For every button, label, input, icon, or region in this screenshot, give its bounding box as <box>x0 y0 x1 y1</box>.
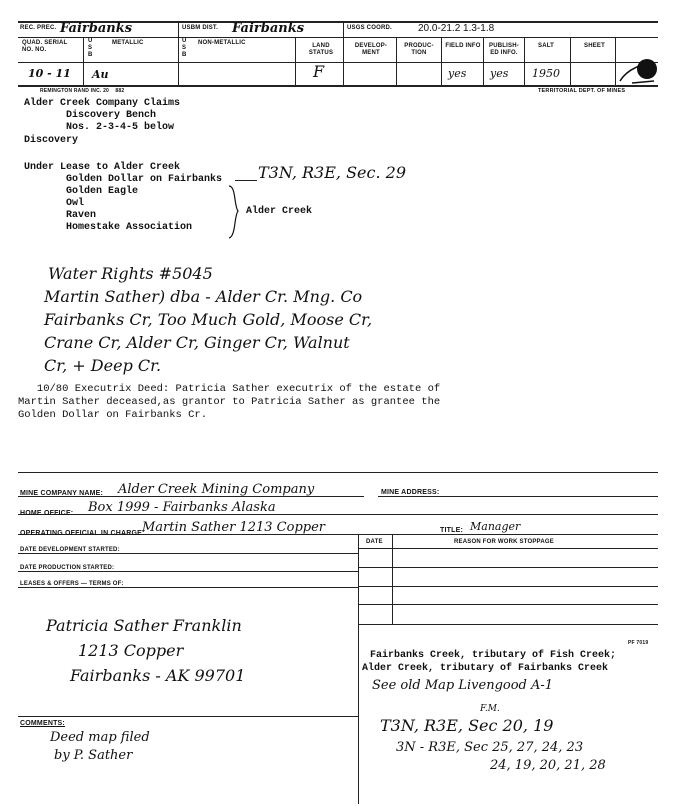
deed-line1: 10/80 Executrix Deed: Patricia Sather executrix of the estate of <box>18 383 441 395</box>
comments-line1: Deed map filed <box>50 730 150 745</box>
home-office-label: HOME OFFICE: <box>20 510 74 517</box>
operating-official-label: OPERATING OFFICIAL IN CHARGE: <box>20 530 145 537</box>
claims-company: Alder Creek Company Claims <box>24 98 181 109</box>
location-fm: F.M. <box>480 704 500 714</box>
reason-col-label: REASON FOR WORK STOPPAGE <box>454 539 554 545</box>
water-rights-line2: Martin Sather) dba - Alder Cr. Mng. Co <box>44 287 363 306</box>
comments-line2: by P. Sather <box>54 748 133 763</box>
mine-company-value: Alder Creek Mining Company <box>118 482 315 497</box>
date-prod-label: DATE PRODUCTION STARTED: <box>20 565 115 571</box>
operating-official-value: Martin Sather 1213 Copper <box>142 520 325 535</box>
date-dev-label: DATE DEVELOPMENT STARTED: <box>20 547 120 553</box>
sheet-label: SHEET <box>584 43 606 49</box>
publish-value: yes <box>490 67 509 80</box>
production-label: PRODUC-TION <box>404 43 434 56</box>
owner-line1: Patricia Sather Franklin <box>46 616 242 635</box>
claims-alder-creek: Alder Creek <box>246 206 313 217</box>
field-info-label: FIELD INFO <box>445 43 481 49</box>
location-line4: T3N, R3E, Sec 20, 19 <box>380 716 554 735</box>
deed-line2: Martin Sather deceased,as grantor to Patricia Sather as grantee the <box>18 396 441 408</box>
rec-prec-label: REC. PREC. <box>20 25 57 31</box>
usgs-coord-label: USGS COORD. <box>347 25 392 31</box>
corner-blot-icon <box>618 55 658 87</box>
mine-company-label: MINE COMPANY NAME: <box>20 490 104 497</box>
date-col-label: DATE <box>366 539 383 545</box>
salt-label: SALT <box>538 43 555 49</box>
owner-line3: Fairbanks - AK 99701 <box>70 666 246 685</box>
mine-address-label: MINE ADDRESS: <box>381 489 440 496</box>
field-info-value: yes <box>448 67 467 80</box>
salt-value: 1950 <box>532 67 560 80</box>
claims-discovery-bench: Discovery Bench <box>66 110 157 121</box>
claims-brace-icon <box>226 184 242 240</box>
claims-handwritten-location: T3N, R3E, Sec. 29 <box>258 163 406 182</box>
water-rights-line1: Water Rights #5045 <box>48 264 213 283</box>
owner-line2: 1213 Copper <box>78 641 184 660</box>
usgs-coord-value: 20.0-21.2 1.3-1.8 <box>418 23 495 34</box>
leases-label: LEASES & OFFERS — TERMS OF: <box>20 581 124 587</box>
home-office-value: Box 1999 - Fairbanks Alaska <box>88 500 276 515</box>
title-value: Manager <box>470 520 521 533</box>
claims-golden-eagle: Golden Eagle <box>66 186 139 197</box>
claims-raven: Raven <box>66 210 97 221</box>
rec-prec-value: Fairbanks <box>60 21 133 36</box>
location-line1: Fairbanks Creek, tributary of Fish Creek; <box>370 650 617 661</box>
land-status-value: F <box>313 62 325 81</box>
develop-label: DEVELOP-MENT <box>354 43 388 56</box>
u-marks: U S B <box>88 38 93 58</box>
location-line5: 3N - R3E, Sec 25, 27, 24, 23 <box>396 740 584 755</box>
metallic-label: METALLIC <box>112 40 144 46</box>
u-marks-2: U S B <box>182 38 187 58</box>
claims-owl: Owl <box>66 198 85 209</box>
claims-discovery: Discovery <box>24 135 79 146</box>
publish-label: PUBLISH-ED INFO. <box>489 43 519 56</box>
usbm-dist-value: Fairbanks <box>232 21 305 36</box>
quad-label: QUAD. SERIAL NO. NO. <box>22 40 68 53</box>
quad-value: 10 - 11 <box>28 67 71 80</box>
territorial-label: TERRITORIAL DEPT. OF MINES <box>538 88 626 94</box>
usbm-dist-label: USBM DIST. <box>182 25 219 31</box>
comments-label: COMMENTS: <box>20 720 65 727</box>
nonmetallic-label: NON-METALLIC <box>198 40 246 46</box>
form-code: PF 7019 <box>628 640 649 646</box>
claims-homestake: Homestake Association <box>66 222 193 233</box>
claims-nos: Nos. 2-3-4-5 below <box>66 122 175 133</box>
claims-under-lease: Under Lease to Alder Creek <box>24 162 181 173</box>
location-line6: 24, 19, 20, 21, 28 <box>490 758 606 773</box>
water-rights-line3: Fairbanks Cr, Too Much Gold, Moose Cr, <box>44 310 373 329</box>
metallic-value: Au <box>92 68 109 81</box>
claims-golden-dollar: Golden Dollar on Fairbanks <box>66 174 223 185</box>
water-rights-line5: Cr, + Deep Cr. <box>44 356 162 375</box>
land-status-label: LAND STATUS <box>308 43 334 56</box>
water-rights-line4: Crane Cr, Alder Cr, Ginger Cr, Walnut <box>44 333 350 352</box>
title-label: TITLE: <box>440 527 463 534</box>
location-line3: See old Map Livengood A-1 <box>372 678 554 693</box>
location-line2: Alder Creek, tributary of Fairbanks Creek <box>362 663 609 674</box>
deed-line3: Golden Dollar on Fairbanks Cr. <box>18 409 208 421</box>
printer-label: REMINGTON RAND INC. 20 882 <box>40 88 125 94</box>
